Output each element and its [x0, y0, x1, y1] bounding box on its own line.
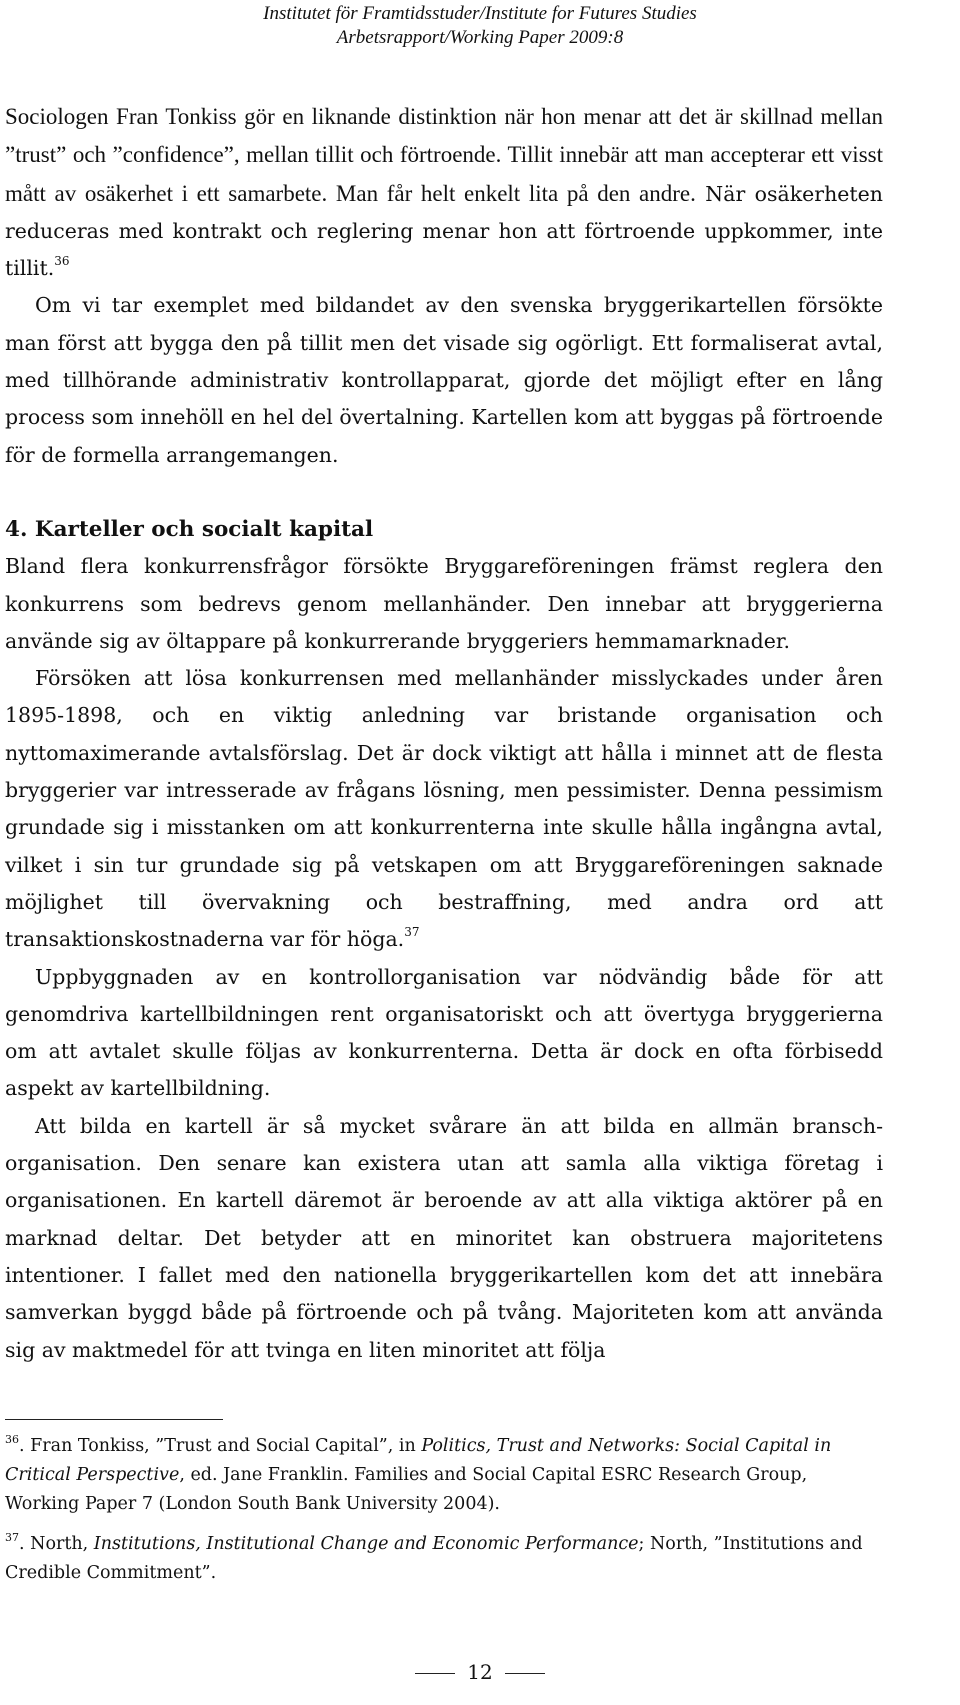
running-header — [0, 2, 960, 50]
footnote-ref-36[interactable]: 36 — [54, 254, 70, 269]
paragraph-forsoken-text: Försöken att lösa konkurrensen med mellanhänder misslyckades under åren 1895-1898, och en viktig anledning var bristande organisation och nyttomaximerande avtalsförslag. Det är dock viktigt att hålla i minnet att de flesta bryggerier var intresserade av frågans lösning, men pessimister. Denna pessimism grundade sig i misstanken om att konkurrenterna inte skulle hålla ingångna avtal, vilket i sin tur grundade sig på vetskapen om att Bryggareföreningen saknade möjlighet till övervakning och bestraffning, med andra ord att transaktionskostnaderna var för höga. — [5, 666, 883, 952]
body-text — [5, 98, 883, 1369]
page-number: 12 — [467, 1660, 493, 1684]
footnote-36-text-b: , ed. Jane Franklin. Families and Social Capital ESRC Research Group, Working Paper 7 (London South Bank University 2004). — [5, 1465, 808, 1514]
paragraph-konkurrens: Bland flera konkurrensfrågor försökte Bryggareföreningen främst reglera den konkurrens som bedrevs genom mellanhänder. Den innebar att bryggerierna använde sig av öltappare på konkurrerande bryggeriers hemmamarknader. — [5, 554, 883, 653]
paragraph-tonkiss-part1: Sociologen Fran Tonkiss gör en liknande distinktion när hon menar att det är skillnad mellan ”trust” och ”confidence”, mellan tillit och förtroende. Tillit innebär att man accepterar ett visst mått av osäkerhet i ett samarbete. Man får helt enkelt lita på den andre. — [5, 104, 883, 206]
page-number-rule-left — [415, 1673, 455, 1674]
footnote-37 — [5, 1530, 885, 1588]
footnotes — [5, 1432, 885, 1599]
header-working-paper: Arbetsrapport/Working Paper 2009:8 — [336, 27, 624, 48]
footnote-36-number: 36 — [5, 1433, 19, 1446]
header-institute: Institutet för Framtidsstuder/Institute for Futures Studies — [263, 3, 697, 24]
section-heading: 4. Karteller och socialt kapital — [5, 516, 374, 542]
footnote-36 — [5, 1432, 885, 1519]
footnote-36-text-a: . Fran Tonkiss, ”Trust and Social Capital”, in — [19, 1436, 422, 1456]
page-number-rule-right — [505, 1673, 545, 1674]
paragraph-forsoken — [5, 660, 883, 958]
footnote-37-number: 37 — [5, 1531, 19, 1544]
footnote-37-text-a: . North, — [19, 1534, 94, 1554]
footnote-37-title: Institutions, Institutional Change and Economic Performance — [93, 1534, 639, 1554]
paragraph-tonkiss-part2: När osäkerheten reduceras med kontrakt och reglering menar hon att förtroende uppkommer, inte tillit. — [5, 181, 883, 281]
page-footer — [0, 1658, 960, 1686]
paragraph-kontrollorganisation: Uppbyggnaden av en kontrollorganisation var nödvändig både för att genomdriva kartellbildningen rent organisatoriskt och att övertyga bryggerierna om att avtalet skulle följas av konkurrenterna. Detta är dock en ofta förbisedd aspekt av kartellbildning. — [5, 964, 883, 1101]
footnote-37-text-b: ; North, ”Institutions and Credible Commitment”. — [5, 1534, 863, 1583]
footnote-separator — [5, 1419, 223, 1420]
footnote-36-title: Politics, Trust and Networks: Social Capital in Critical Perspective — [5, 1436, 832, 1485]
paragraph-kartell: Att bilda en kartell är så mycket svårare än att bilda en allmän bransch-organisation. Den senare kan existera utan att samla alla viktiga företag i organisationen. En kartell däremot är beroende av att alla viktiga aktörer på en marknad deltar. Det betyder att en minoritet kan obstruera majoritetens intentioner. I fallet med den nationella bryggerikartellen kom det att innebära samverkan byggd både på förtroende och på tvång. Majoriteten kom att använda sig av maktmedel för att tvinga en liten minoritet att följa — [5, 1113, 883, 1362]
paragraph-tonkiss — [5, 98, 883, 287]
footnote-ref-37[interactable]: 37 — [404, 925, 420, 940]
paragraph-bryggerikartellen: Om vi tar exemplet med bildandet av den svenska bryggerikartellen försökte man först att bygga den på tillit men det visade sig ogörligt. Ett formaliserat avtal, med tillhörande administrativ kontrollapparat, gjorde det möjligt efter en lång process som innehöll en hel del övertalning. Kartellen kom att byggas på förtroende för de formella arrangemangen. — [5, 293, 883, 467]
